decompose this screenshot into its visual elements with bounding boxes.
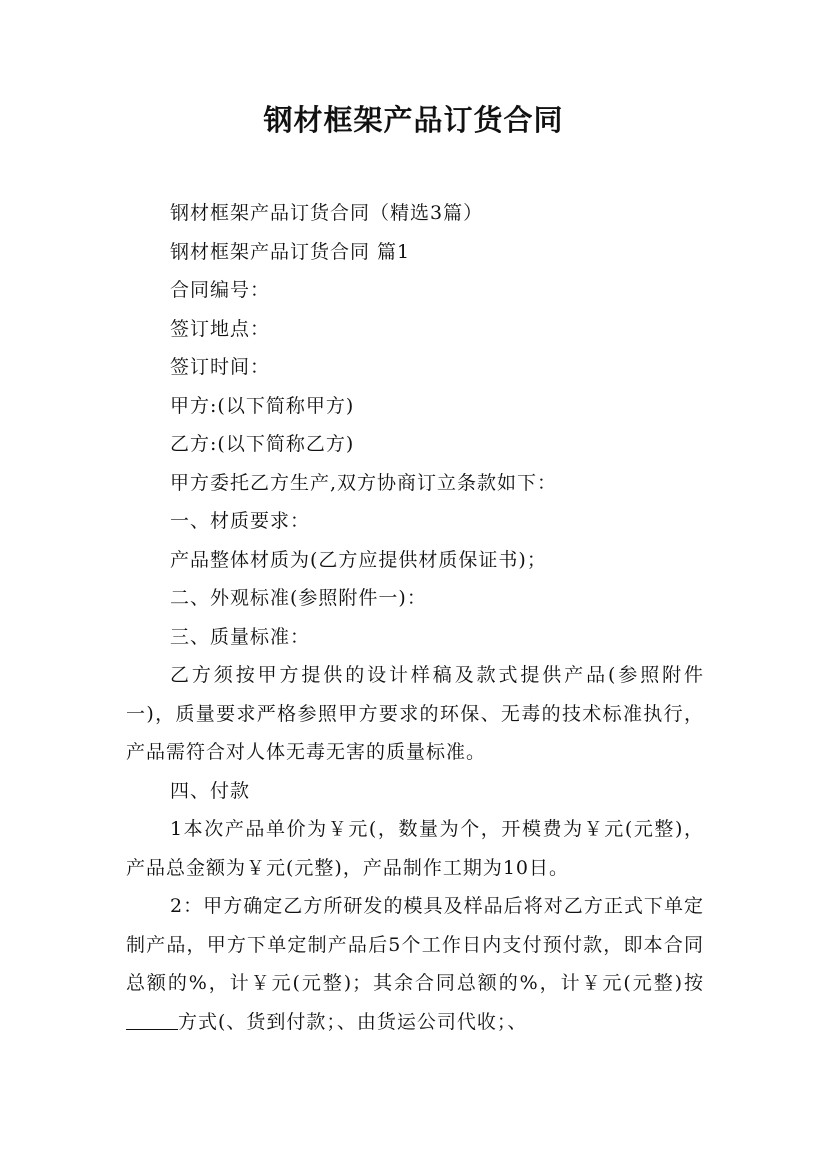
party-a-line: 甲方:(以下简称甲方) xyxy=(170,394,355,417)
payment-paragraph-2-text-a: 2：甲方确定乙方所研发的模具及样品后将对乙方正式下单定制产品，甲方下单定制产品后5个工作日内支付预付款，即本合同总额的%，计￥元(元整)；其余合同总额的%，计￥元(元整)按 xyxy=(126,895,704,994)
party-b-line: 乙方:(以下简称乙方) xyxy=(170,433,355,455)
payment-method-blank xyxy=(126,1028,178,1030)
signing-time-line: 签订时间： xyxy=(170,356,271,378)
agreement-intro-line: 甲方委托乙方生产,双方协商订立条款如下： xyxy=(170,471,558,494)
signing-place-line: 签订地点： xyxy=(170,317,271,340)
material-heading-line: 一、材质要求： xyxy=(170,510,311,532)
payment-paragraph-2-text-b: 方式(、货到付款；、由货运公司代收；、 xyxy=(178,1010,528,1033)
quality-heading-line: 三、质量标准： xyxy=(170,625,311,648)
document-body xyxy=(126,194,704,1041)
payment-paragraph-1: 1本次产品单价为￥元(，数量为个，开模费为￥元(元整)，产品总金额为￥元(元整)，产品制作工期为10日。 xyxy=(126,818,704,879)
subtitle-line: 钢材框架产品订货合同（精选3篇） xyxy=(170,202,484,224)
payment-paragraph-2 xyxy=(126,887,704,1041)
material-clause-line: 产品整体材质为(乙方应提供材质保证书)； xyxy=(170,548,547,571)
appearance-heading-line: 二、外观标准(参照附件一)： xyxy=(170,587,427,609)
contract-number-line: 合同编号： xyxy=(170,279,271,301)
quality-paragraph: 乙方须按甲方提供的设计样稿及款式提供产品(参照附件一)，质量要求严格参照甲方要求的环保、无毒的技术标准执行，产品需符合对人体无毒无害的质量标准。 xyxy=(126,664,704,763)
section-heading-line: 钢材框架产品订货合同 篇1 xyxy=(170,240,411,263)
payment-heading-line: 四、付款 xyxy=(170,779,251,802)
document-title: 钢材框架产品订货合同 xyxy=(263,103,564,137)
